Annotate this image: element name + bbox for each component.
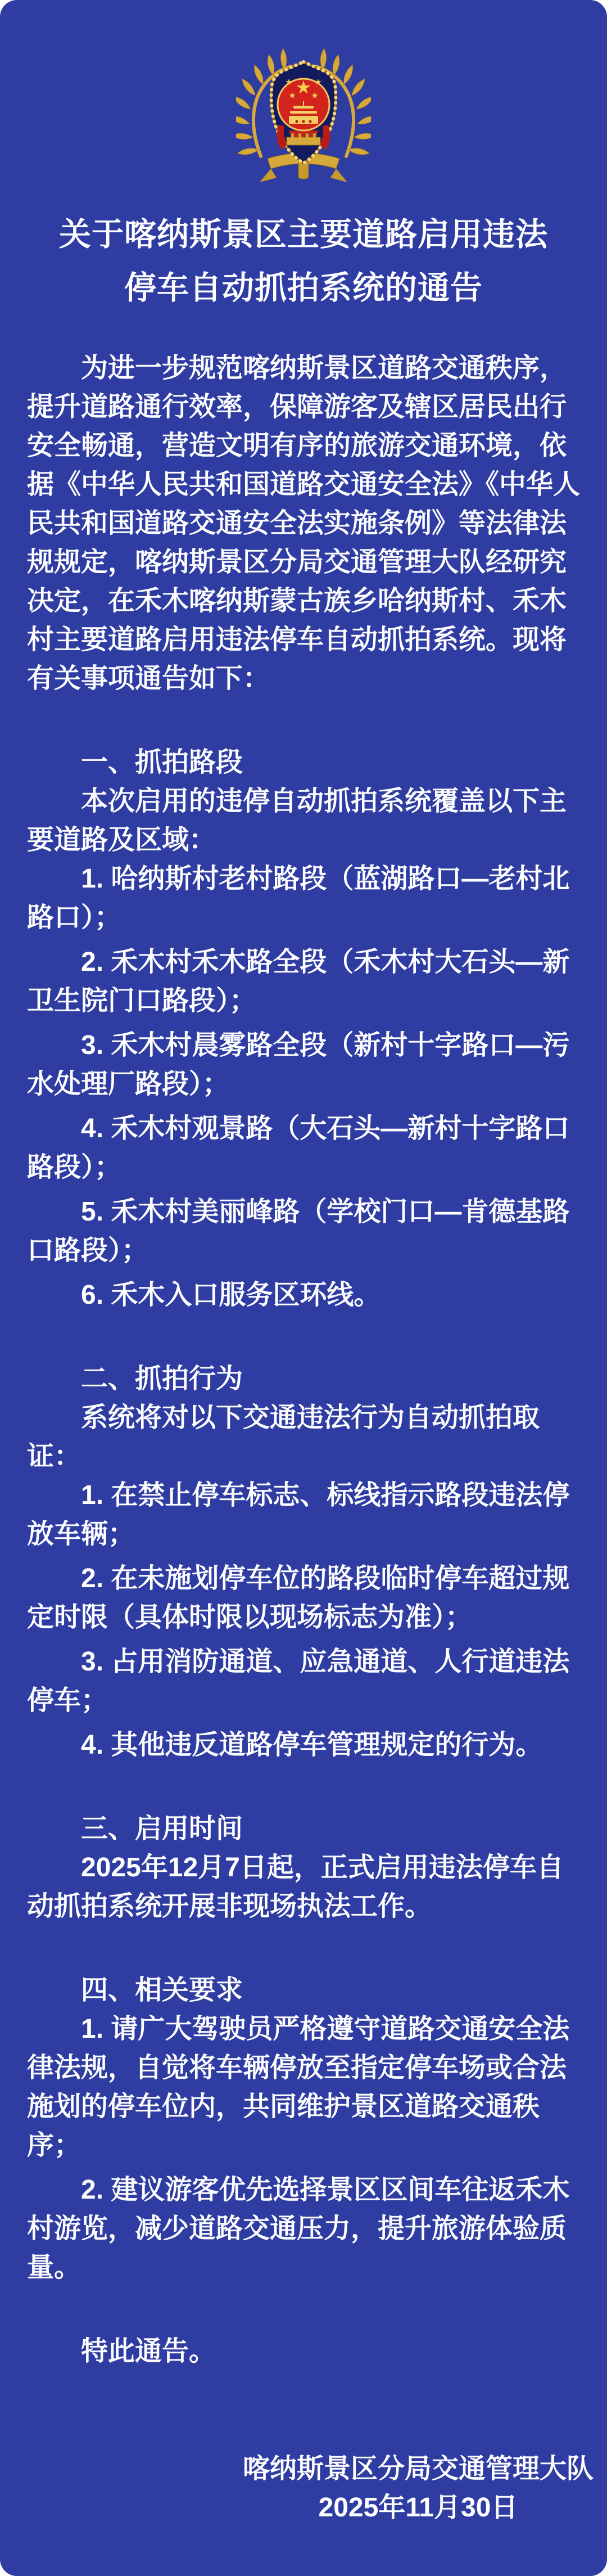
section-start-time (27, 1809, 580, 1926)
signature-date: 2025年11月30日 (318, 2493, 518, 2523)
section-1-heading: 一、抓拍路段 (81, 747, 243, 777)
section-capture-roads (27, 743, 580, 1314)
road-list-item: 4. 禾木村观景路（大石头—新村十字路口路段）； (27, 1114, 570, 1182)
notice-title: 关于喀纳斯景区主要道路启用违法停车自动抓拍系统的通告 (59, 217, 548, 306)
closing-line: 特此通告。 (81, 2336, 216, 2366)
intro-paragraph: 为进一步规范喀纳斯景区道路交通秩序，提升道路通行效率，保障游客及辖区居民出行安全畅通，营造文明有序的旅游交通环境，依据《中华人民共和国道路交通安全法》《中华人民共和国道路交通安全法实施条例》等法律法规规定，喀纳斯景区分局交通管理大队经研究决定，在禾木喀纳斯蒙古族乡哈纳斯村、禾木村主要道路启用违法停车自动抓拍系统。现将有关事项通告如下： (27, 353, 581, 693)
section-capture-behaviors (27, 1359, 580, 1764)
signature-issuer: 喀纳斯景区分局交通管理大队 (242, 2454, 594, 2484)
road-list-item: 3. 禾木村晨雾路全段（新村十字路口—污水处理厂路段）； (27, 1030, 570, 1099)
section-3-lead: 2025年12月7日起，正式启用违法停车自动抓拍系统开展非现场执法工作。 (27, 1853, 564, 1921)
behavior-list-item: 1. 在禁止停车标志、标线指示路段违法停放车辆； (27, 1480, 570, 1549)
section-requirements (27, 1971, 580, 2287)
section-2-heading: 二、抓拍行为 (81, 1364, 243, 1394)
behavior-list-item: 2. 在未施划停车位的路段临时停车超过规定时限（具体时限以现场标志为准）； (27, 1564, 570, 1632)
road-list-item: 5. 禾木村美丽峰路（学校门口—肯德基路口路段）； (27, 1197, 570, 1266)
road-list-item: 2. 禾木村禾木路全段（禾木村大石头—新卫生院门口路段）； (27, 947, 570, 1016)
requirement-list-item: 2. 建议游客优先选择景区区间车往返禾木村游览，减少道路交通压力，提升旅游体验质量。 (27, 2175, 570, 2282)
section-2-lead: 系统将对以下交通违法行为自动抓拍取证： (27, 1403, 540, 1471)
behavior-list-item: 3. 占用消防通道、应急通道、人行道违法停车； (27, 1647, 570, 1715)
behavior-list-item: 4. 其他违反道路停车管理规定的行为。 (81, 1730, 543, 1760)
section-3-heading: 三、启用时间 (81, 1814, 243, 1844)
signature-block (0, 2449, 607, 2527)
section-1-lead: 本次启用的违停自动抓拍系统覆盖以下主要道路及区域： (27, 786, 567, 855)
section-4-heading: 四、相关要求 (81, 1975, 243, 2005)
requirement-list-item: 1. 请广大驾驶员严格遵守道路交通安全法律法规，自觉将车辆停放至指定停车场或合法施划的停车位内，共同维护景区道路交通秩序； (27, 2014, 570, 2160)
road-list-item: 6. 禾木入口服务区环线。 (81, 1280, 381, 1310)
road-list-item: 1. 哈纳斯村老村路段（蓝湖路口—老村北路口）； (27, 864, 570, 933)
notice-body (0, 349, 607, 2371)
china-police-badge-icon (236, 47, 371, 189)
